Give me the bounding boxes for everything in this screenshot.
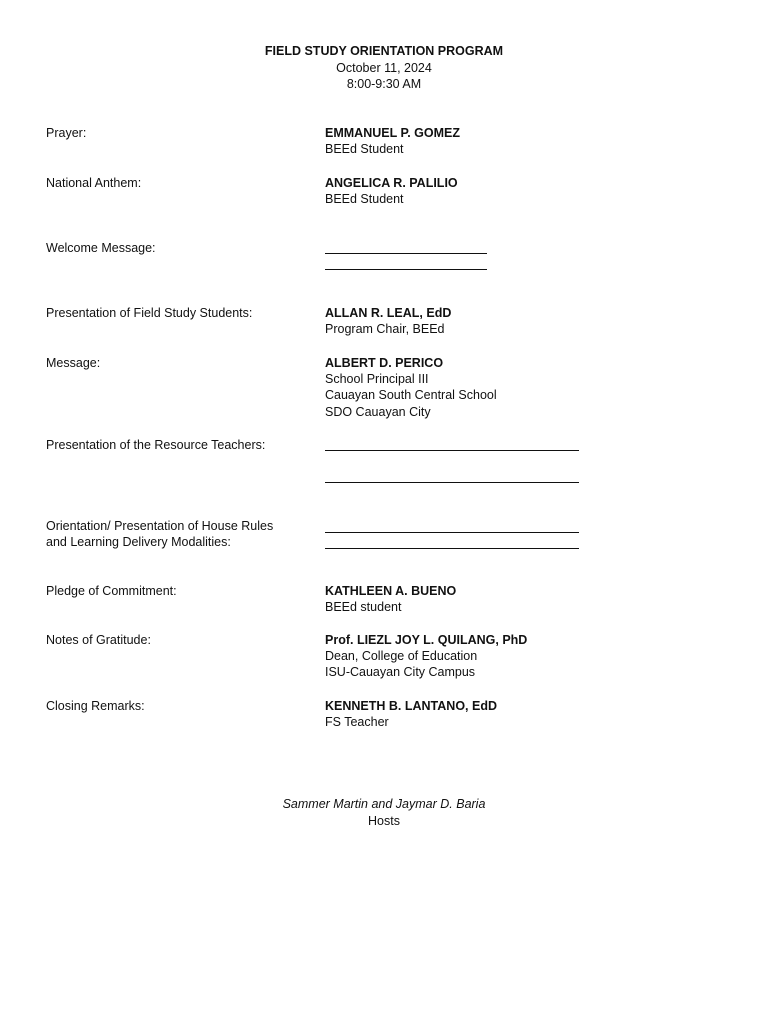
item-label: Closing Remarks:	[46, 699, 145, 713]
assignee-role: Dean, College of Education	[325, 649, 478, 664]
item-assignee	[325, 125, 705, 157]
item-label	[46, 518, 306, 550]
assignee-name: ALLAN R. LEAL, EdD	[325, 306, 452, 320]
item-assignee	[325, 175, 705, 207]
assignee-name: ANGELICA R. PALILIO	[325, 176, 458, 190]
program-header	[0, 43, 768, 93]
program-date: October 11, 2024	[336, 60, 432, 75]
hosts-footer	[0, 796, 768, 829]
assignee-name: Prof. LIEZL JOY L. QUILANG, PhD	[325, 633, 528, 647]
item-assignee	[325, 698, 705, 730]
item-label: National Anthem:	[46, 176, 142, 190]
assignee-campus: ISU-Cauayan City Campus	[325, 665, 476, 680]
assignee-name: ALBERT D. PERICO	[325, 356, 444, 370]
item-label: Notes of Gratitude:	[46, 633, 151, 647]
item-assignee	[325, 355, 705, 420]
assignee-role: School Principal III	[325, 372, 429, 387]
item-label: Welcome Message:	[46, 241, 156, 255]
blank-line	[325, 482, 579, 483]
blank-line	[325, 532, 579, 533]
item-assignee	[325, 305, 705, 337]
assignee-role: FS Teacher	[325, 715, 389, 730]
assignee-division: SDO Cauayan City	[325, 404, 431, 419]
blank-line	[325, 548, 579, 549]
assignee-role: BEEd student	[325, 600, 402, 615]
item-label-line: and Learning Delivery Modalities:	[46, 535, 231, 550]
hosts-names: Sammer Martin and Jaymar D. Baria	[282, 797, 486, 811]
assignee-name: KATHLEEN A. BUENO	[325, 584, 457, 598]
program-title: FIELD STUDY ORIENTATION PROGRAM	[264, 44, 504, 58]
item-label: Pledge of Commitment:	[46, 584, 177, 598]
assignee-school: Cauayan South Central School	[325, 388, 497, 403]
blank-line	[325, 269, 487, 270]
program-time: 8:00-9:30 AM	[346, 77, 422, 91]
assignee-name: KENNETH B. LANTANO, EdD	[325, 699, 497, 713]
item-assignee	[325, 632, 705, 681]
hosts-label: Hosts	[368, 813, 400, 828]
item-label: Prayer:	[46, 126, 87, 140]
item-label: Presentation of the Resource Teachers:	[46, 438, 266, 452]
item-assignee	[325, 583, 705, 615]
item-label-line: Orientation/ Presentation of House Rules	[46, 519, 274, 533]
blank-line	[325, 450, 579, 451]
assignee-role: BEEd Student	[325, 192, 404, 207]
assignee-role: Program Chair, BEEd	[325, 322, 445, 337]
blank-line	[325, 253, 487, 254]
item-label: Presentation of Field Study Students:	[46, 306, 253, 320]
assignee-name: EMMANUEL P. GOMEZ	[325, 126, 460, 140]
item-label: Message:	[46, 356, 101, 370]
assignee-role: BEEd Student	[325, 142, 404, 157]
